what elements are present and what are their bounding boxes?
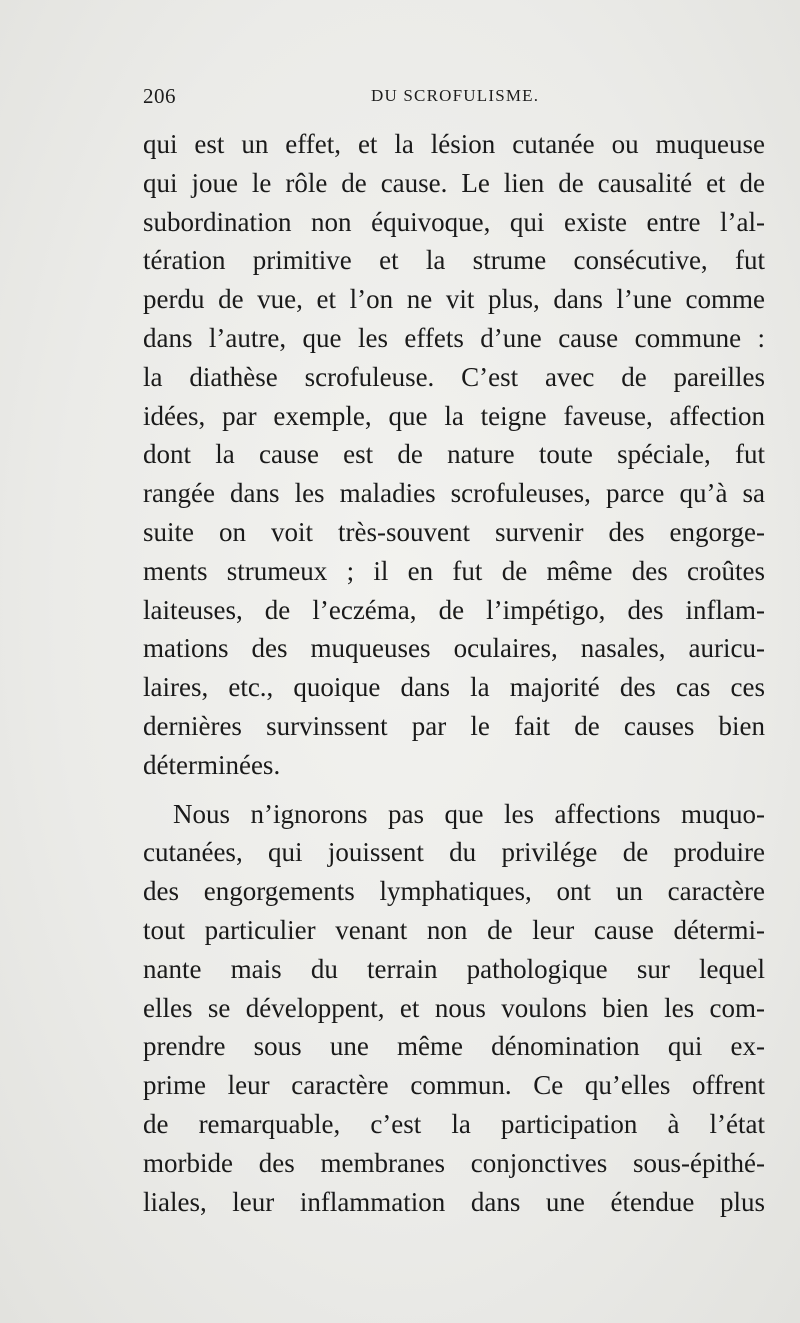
text-line: dont la cause est de nature toute spéciale, fut — [143, 439, 765, 470]
text-line: mations des muqueuses oculaires, nasales, auricu- — [143, 633, 765, 664]
text-line: tout particulier venant non de leur cause détermi- — [143, 914, 765, 945]
text-line: Nous n’ignorons pas que les affections muquo- — [173, 798, 765, 829]
text-line: elles se développent, et nous voulons bien les com- — [143, 992, 765, 1023]
text-line: dernières survinssent par le fait de causes bien — [143, 710, 765, 741]
text-line: morbide des membranes conjonctives sous-épithé- — [143, 1147, 765, 1178]
text-line: prime leur caractère commun. Ce qu’elles offrent — [143, 1070, 765, 1101]
text-line: des engorgements lymphatiques, ont un caractère — [143, 876, 765, 907]
text-line: qui est un effet, et la lésion cutanée ou muqueuse — [143, 129, 765, 159]
text-line: cutanées, qui jouissent du privilége de produire — [143, 837, 765, 868]
text-line: tération primitive et la strume consécutive, fut — [143, 245, 765, 276]
text-line: suite on voit très-souvent survenir des engorge- — [143, 516, 765, 547]
text-line: laiteuses, de l’eczéma, de l’impétigo, des inflam- — [143, 594, 765, 625]
text-line: prendre sous une même dénomination qui ex- — [143, 1031, 765, 1062]
page-header — [143, 84, 765, 114]
paragraph-2 — [143, 795, 765, 1222]
text-line: perdu de vue, et l’on ne vit plus, dans l’une comme — [143, 284, 765, 315]
paragraph-1 — [143, 125, 765, 785]
text-line: dans l’autre, que les effets d’une cause commune : — [143, 322, 765, 353]
text-line: ments strumeux ; il en fut de même des croûtes — [143, 555, 765, 586]
text-line: nante mais du terrain pathologique sur lequel — [143, 953, 765, 984]
page-number: 206 — [143, 84, 176, 108]
body-text — [143, 125, 765, 1221]
text-line: rangée dans les maladies scrofuleuses, parce qu’à sa — [143, 478, 765, 509]
text-line: subordination non équivoque, qui existe entre l’al- — [143, 206, 765, 237]
text-line: liales, leur inflammation dans une étendue plus — [143, 1186, 765, 1217]
running-title: DU SCROFULISME. — [371, 86, 540, 105]
text-line: déterminées. — [143, 749, 281, 780]
text-line: laires, etc., quoique dans la majorité des cas ces — [143, 672, 765, 703]
text-line: qui joue le rôle de cause. Le lien de causalité et de — [143, 167, 765, 198]
text-line: idées, par exemple, que la teigne faveuse, affection — [143, 400, 765, 431]
text-line: de remarquable, c’est la participation à l’état — [143, 1108, 765, 1139]
text-line: la diathèse scrofuleuse. C’est avec de pareilles — [143, 361, 765, 392]
